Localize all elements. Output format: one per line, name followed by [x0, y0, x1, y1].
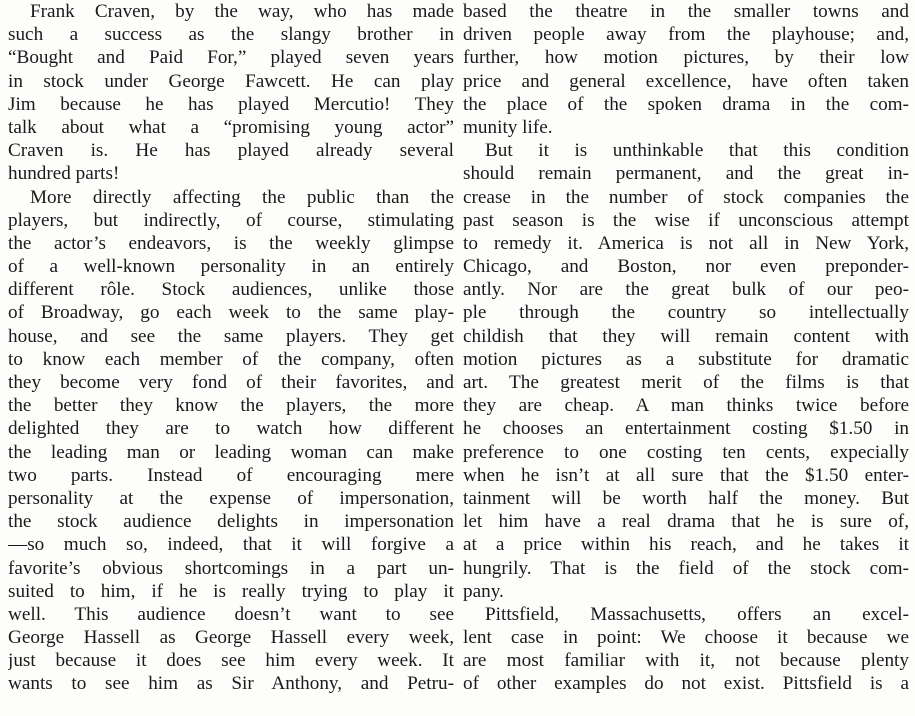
paragraph	[8, 0, 454, 186]
text-line: to know each member of the company, often	[8, 348, 454, 370]
text-line: price and general excellence, have often taken	[463, 70, 909, 92]
text-line: players, but indirectly, of course, stimulating	[8, 209, 454, 231]
text-line: crease in the number of stock companies the	[463, 186, 909, 208]
text-line: further, how motion pictures, by their low	[463, 47, 909, 69]
text-line: “Bought and Paid For,” played seven years	[8, 47, 454, 69]
text-line: George Hassell as George Hassell every week,	[8, 627, 454, 649]
text-line: Craven is. He has played already several	[8, 140, 454, 162]
text-line: delighted they are to watch how different	[8, 418, 454, 440]
text-line: hundred parts!	[8, 163, 120, 185]
paragraph	[8, 186, 454, 696]
text-line: Pittsfield, Massachusetts, offers an excel-	[485, 603, 909, 625]
text-line: personality at the expense of impersonation,	[8, 487, 454, 509]
text-line: pany.	[463, 580, 504, 602]
text-line: house, and see the same players. They get	[8, 325, 454, 347]
text-line: motion pictures as a substitute for dramatic	[463, 348, 909, 370]
text-line: based the theatre in the smaller towns and	[463, 1, 909, 22]
text-line: in stock under George Fawcett. He can play	[8, 70, 454, 92]
left-column	[8, 0, 454, 716]
text-line: the place of the spoken drama in the com-	[463, 93, 909, 115]
text-line: of Broadway, go each week to the same play-	[8, 302, 454, 324]
text-line: let him have a real drama that he is sure of,	[463, 511, 909, 533]
paragraph	[463, 0, 909, 139]
text-line: hungrily. That is the field of the stock com-	[463, 557, 909, 579]
text-line: tainment will be worth half the money. But	[463, 487, 909, 509]
text-line: More directly affecting the public than the	[30, 186, 454, 208]
text-line: of a well-known personality in an entirely	[8, 256, 454, 278]
text-line: ple through the country so intellectually	[463, 302, 909, 324]
text-line: favorite’s obvious shortcomings in a part un-	[8, 557, 454, 579]
text-line: should remain permanent, and the great in-	[463, 163, 909, 185]
text-line: such a success as the slangy brother in	[8, 24, 454, 46]
text-line: well. This audience doesn’t want to see	[8, 603, 454, 625]
text-line: art. The greatest merit of the films is that	[463, 372, 909, 393]
text-line: he chooses an entertainment costing $1.50 in	[463, 418, 909, 440]
text-line: the better they know the players, the more	[8, 395, 454, 417]
text-line: to remedy it. America is not all in New York,	[463, 232, 909, 254]
text-line: But it is unthinkable that this condition	[485, 140, 909, 162]
text-line: Chicago, and Boston, nor even preponder-	[463, 256, 909, 278]
text-line: at a price within his reach, and he takes it	[463, 534, 909, 556]
paragraph	[463, 603, 909, 696]
text-line: driven people away from the playhouse; and,	[463, 24, 909, 46]
text-line: are most familiar with it, not because plenty	[463, 650, 909, 672]
text-line: the leading man or leading woman can make	[8, 441, 454, 463]
text-line: they become very fond of their favorites, and	[8, 372, 454, 393]
text-line: past season is the wise if unconscious attempt	[463, 209, 909, 231]
text-line: antly. Nor are the great bulk of our peo-	[463, 279, 909, 301]
text-line: Jim because he has played Mercutio! They	[8, 93, 454, 115]
text-line: munity life.	[463, 116, 553, 138]
text-line: two parts. Instead of encouraging mere	[8, 464, 454, 486]
text-line: Frank Craven, by the way, who has made	[30, 1, 454, 22]
text-line: when he isn’t at all sure that the $1.50 enter-	[463, 464, 909, 486]
text-line: lent case in point: We choose it because we	[463, 627, 909, 649]
text-line: childish that they will remain content with	[463, 325, 909, 347]
text-line: preference to one costing ten cents, expecially	[463, 441, 909, 463]
text-line: they are cheap. A man thinks twice before	[463, 395, 909, 417]
right-column	[463, 0, 909, 716]
text-line: of other examples do not exist. Pittsfield is a	[463, 673, 909, 695]
text-line: the stock audience delights in impersonation	[8, 511, 454, 533]
paragraph	[463, 139, 909, 603]
text-line: talk about what a “promising young actor”	[8, 116, 454, 138]
text-line: different rôle. Stock audiences, unlike those	[8, 279, 454, 301]
text-line: —so much so, indeed, that it will forgive a	[8, 534, 454, 556]
text-line: wants to see him as Sir Anthony, and Petru-	[8, 673, 454, 695]
text-line: suited to him, if he is really trying to play it	[8, 580, 454, 602]
text-line: just because it does see him every week. It	[8, 650, 454, 672]
text-line: the actor’s endeavors, is the weekly glimpse	[8, 232, 454, 254]
